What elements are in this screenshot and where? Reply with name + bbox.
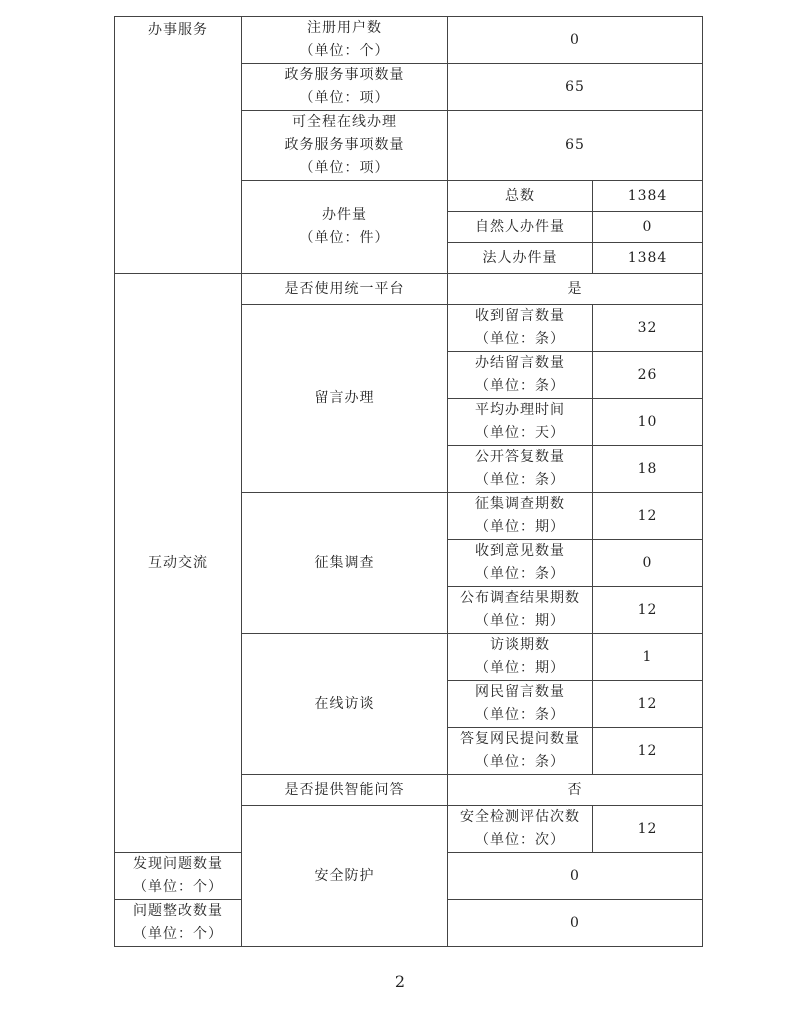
value-cases-natural: 0 [593, 212, 703, 243]
value-assessments: 12 [593, 806, 703, 853]
sub-label-cases-natural: 自然人办件量 [448, 212, 593, 243]
value-service-items: 65 [448, 64, 703, 111]
row-label-unified-platform: 是否使用统一平台 [242, 274, 448, 305]
sub-label-messages-closed: 办结留言数量 （单位：条） [448, 352, 593, 399]
value-unified-platform: 是 [448, 274, 703, 305]
sub-label-survey-results: 公布调查结果期数 （单位：期） [448, 587, 593, 634]
sub-label-interview-answered: 答复网民提问数量 （单位：条） [448, 728, 593, 775]
value-survey-periods: 12 [593, 493, 703, 540]
row-label-cases: 办件量 （单位：件） [242, 181, 448, 274]
row-label-assessments: 安全检测评估次数 （单位：次） [448, 806, 593, 853]
row-label-interview: 在线访谈 [242, 634, 448, 775]
value-smart-qa: 否 [448, 775, 703, 806]
row-label-registered-users: 注册用户数 （单位：个） [242, 17, 448, 64]
sub-label-messages-public: 公开答复数量 （单位：条） [448, 446, 593, 493]
sub-label-survey-periods: 征集调查期数 （单位：期） [448, 493, 593, 540]
row-label-messages: 留言办理 [242, 305, 448, 493]
value-messages-avg-time: 10 [593, 399, 703, 446]
section-security: 安全防护 [242, 806, 448, 947]
value-messages-closed: 26 [593, 352, 703, 399]
value-cases-total: 1384 [593, 181, 703, 212]
row-label-smart-qa: 是否提供智能问答 [242, 775, 448, 806]
value-interview-netizen: 12 [593, 681, 703, 728]
value-survey-opinions: 0 [593, 540, 703, 587]
section-interaction: 互动交流 [115, 274, 242, 853]
page-number: 2 [394, 972, 406, 991]
value-survey-results: 12 [593, 587, 703, 634]
value-cases-legal: 1384 [593, 243, 703, 274]
row-label-issues-fixed: 问题整改数量 （单位：个） [115, 900, 242, 947]
value-messages-public: 18 [593, 446, 703, 493]
value-issues-found: 0 [448, 853, 703, 900]
sub-label-messages-avg-time: 平均办理时间 （单位：天） [448, 399, 593, 446]
sub-label-cases-legal: 法人办件量 [448, 243, 593, 274]
value-issues-fixed: 0 [448, 900, 703, 947]
value-interview-periods: 1 [593, 634, 703, 681]
row-label-issues-found: 发现问题数量 （单位：个） [115, 853, 242, 900]
statistics-table [114, 16, 703, 947]
value-online-items: 65 [448, 111, 703, 181]
sub-label-messages-received: 收到留言数量 （单位：条） [448, 305, 593, 352]
sub-label-interview-periods: 访谈期数 （单位：期） [448, 634, 593, 681]
sub-label-interview-netizen: 网民留言数量 （单位：条） [448, 681, 593, 728]
sub-label-cases-total: 总数 [448, 181, 593, 212]
row-label-online-items: 可全程在线办理 政务服务事项数量 （单位：项） [242, 111, 448, 181]
section-service: 办事服务 [115, 17, 242, 274]
value-interview-answered: 12 [593, 728, 703, 775]
value-messages-received: 32 [593, 305, 703, 352]
value-registered-users: 0 [448, 17, 703, 64]
sub-label-survey-opinions: 收到意见数量 （单位：条） [448, 540, 593, 587]
row-label-service-items: 政务服务事项数量 （单位：项） [242, 64, 448, 111]
row-label-survey: 征集调查 [242, 493, 448, 634]
